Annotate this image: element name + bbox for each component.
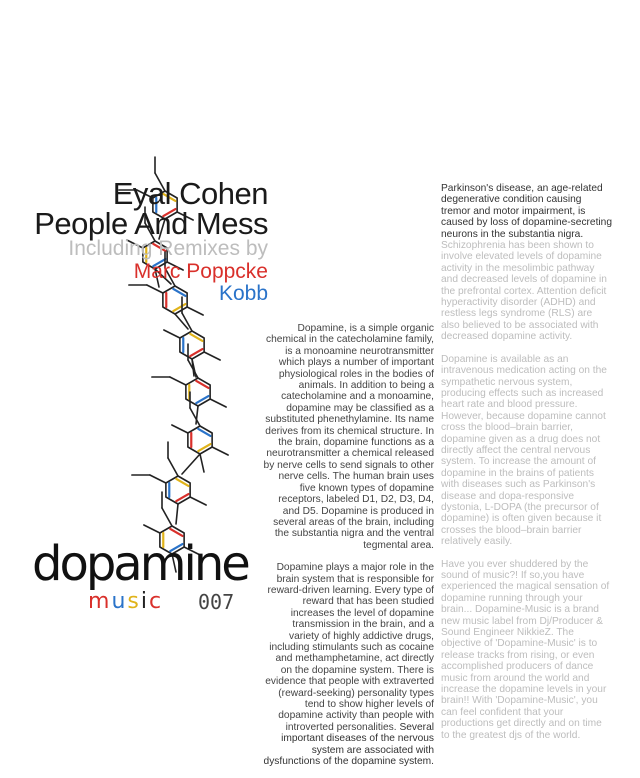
paragraph-reward-system [262, 562, 434, 767]
molecule-bond [176, 479, 188, 486]
artist-name: Eyal Cohen [112, 176, 268, 211]
molecule-bond [176, 494, 188, 501]
molecule-bond [210, 399, 226, 407]
molecule-bond [176, 504, 178, 524]
molecule-bond [212, 447, 228, 455]
molecule-bond [190, 408, 200, 426]
molecule-bond [204, 352, 220, 360]
molecule-bond [182, 454, 200, 474]
paragraph-parkinsons-text: Parkinson's disease, an age-related degenerative condition causing tremor and motor impairment, is caused by loss of dopamine-secreting neurons in the substantia nigra. [441, 183, 613, 240]
molecule-bond [144, 525, 160, 533]
molecule-bond [200, 454, 204, 472]
molecule-bond [170, 529, 182, 536]
molecule-bond [162, 508, 172, 526]
text-column-left [262, 323, 434, 778]
catalog-number: 007 [198, 590, 235, 614]
paragraph-schizophrenia-text: Schizophrenia has been shown to involve elevated levels of dopamine activity in the mesolimbic pathway and decreased levels of dopamine in the prefrontal cortex. Attention deficit hyperactivity disorder (ADHD) and restless legs syndrome (RLS) are also believed to be associated with decreased dopamine activity. [441, 240, 607, 343]
molecule-bond [173, 289, 185, 296]
molecule-bond [147, 285, 163, 293]
remixer-marc-poppcke: Marc Poppcke [133, 260, 268, 283]
molecule-bond [172, 425, 188, 433]
molecule-bond [150, 475, 166, 483]
molecule-bond [170, 377, 186, 385]
paragraph-reward-text: Dopamine plays a major role in the brain system that is responsible for reward-driven learning. Every type of reward that has been studied increases the level of dopamine transmission in the brain, and a variety of highly addictive drugs, including stimulants such as cocaine and methamphetamine, act directly on the dopamine system. There is evidence that people with extraverted (reward-seeking) personality types tend to show higher levels of dopamine activity than people with introverted personalities. [265, 562, 434, 733]
logo-letter: s [127, 589, 141, 614]
logo-letter: u [111, 589, 128, 614]
paragraph-medication: Dopamine is available as an intravenous medication acting on the sympathetic nervous system, producing effects such as increased heart rate and blood pressure. However, because dopamine cannot cross the blood–brain barrier, dopamine given as a drug does not directly affect the central nervous system. To increase the amount of dopamine in the brains of patients with diseases such as Parkinson's disease and dopa-responsive dystonia, L-DOPA (the precursor of dopamine) is often given because it crosses the blood–brain barrier relatively easily. [441, 353, 607, 548]
molecule-bond [164, 330, 180, 338]
remix-intro: Including Remixes by [68, 237, 268, 260]
label-logo: dopamine [32, 536, 248, 592]
paragraph-label-info: Have you ever shuddered by the sound of music?! If so,you have experienced the magical sensation of dopamine running through your brain... Dopamine-Music is a brand new music label from Dj/Producer & Sound Engineer NikkieZ. The objective of 'Dopamine-Music' is to release tracks from rising, or even accomplished producers of dance music from around the world and increase the dopamine levels in your brain!! With 'Dopamine-Music', you can feel confident that your productions get directly and on time to the greatest djs of the world. [441, 558, 610, 741]
molecule-bond [196, 396, 208, 403]
molecule-bond [187, 307, 203, 315]
logo-letter: m [88, 589, 112, 614]
molecule-bond [196, 381, 208, 388]
molecule-bond [198, 444, 210, 451]
molecule-bond [190, 349, 202, 356]
molecule-bond [190, 334, 202, 341]
paragraph-parkinsons [441, 183, 613, 343]
molecule-bond [190, 497, 206, 505]
molecule-bond [198, 429, 210, 436]
remixer-kobb: Kobb [218, 282, 268, 305]
logo-letter: i [140, 589, 149, 614]
label-logo-sub [88, 591, 163, 613]
molecule-bond [173, 304, 185, 311]
molecule-bond [168, 458, 178, 476]
paragraph-diseases-text: Several important diseases of the nervous system are associated with dysfunctions of the dopamine system. [263, 721, 434, 768]
text-column-right [441, 183, 613, 752]
paragraph-dopamine-intro: Dopamine, is a simple organic chemical in the catecholamine family, is a monoamine neurotransmitter which plays a number of important physiological roles in the bodies of animals. In addition to being a catecholamine and a monoamine, dopamine may be classified as a substituted phenethylamine. Its name derives from its chemical structure. In the brain, dopamine functions as a neurotransmitter a chemical released by nerve cells to send signals to other nerve cells. The human brain uses five known types of dopamine receptors, labeled D1, D2, D3, D4, and D5. Dopamine is produced in several areas of the brain, including the substantia nigra and the ventral tegmental area. [263, 323, 434, 551]
logo-letter: c [148, 589, 164, 614]
album-title: People And Mess [34, 206, 268, 241]
